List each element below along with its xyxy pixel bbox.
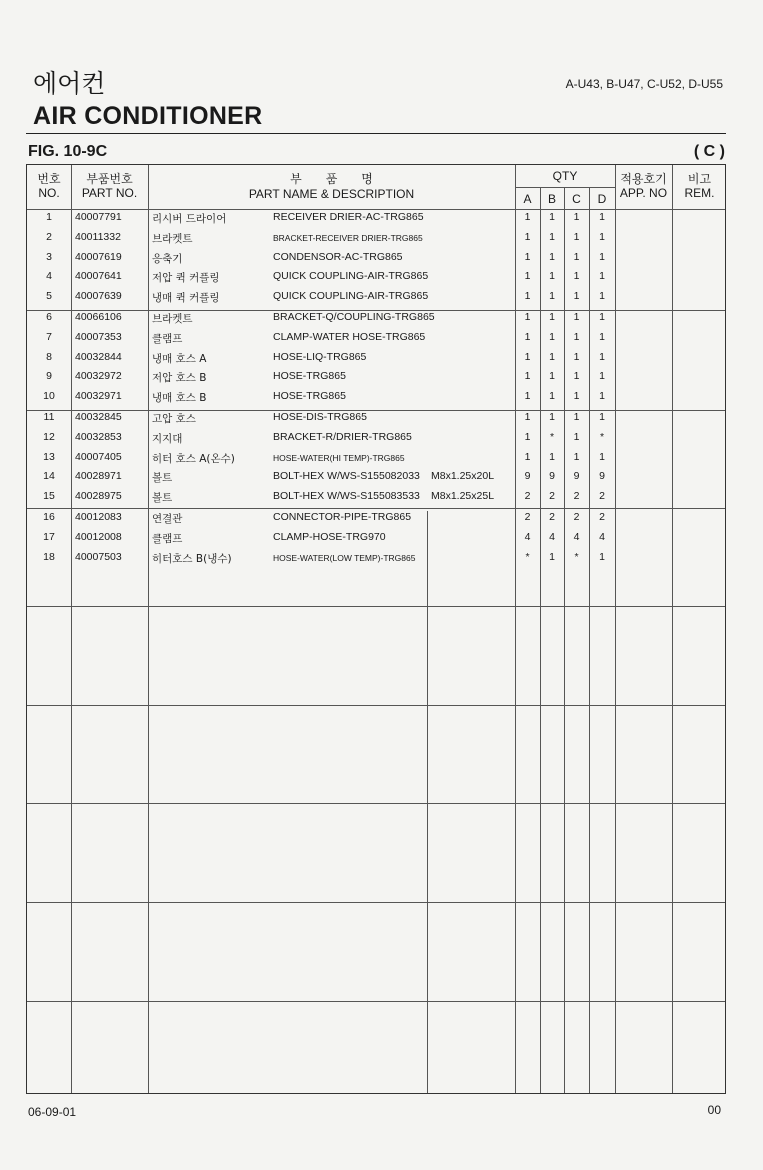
row-qty-c: 9 bbox=[573, 470, 580, 483]
row-qty-a: 1 bbox=[524, 290, 531, 303]
row-qty-c: 1 bbox=[573, 330, 580, 343]
row-name-english: BRACKET-Q/COUPLING-TRG865 bbox=[273, 311, 435, 323]
header-rem-en: REM. bbox=[684, 186, 715, 200]
row-qty-d: 1 bbox=[599, 290, 605, 303]
row-qty-d: 1 bbox=[599, 311, 605, 323]
row-qty-c: 1 bbox=[573, 350, 580, 363]
row-part-number: 40028971 bbox=[75, 470, 122, 483]
row-name-english: CONNECTOR-PIPE-TRG865 bbox=[273, 511, 412, 523]
row-divider bbox=[27, 508, 725, 509]
row-part-number: 40066106 bbox=[75, 311, 122, 323]
footer-date: 06-09-01 bbox=[28, 1105, 77, 1119]
row-name-korean: 고압 호스 bbox=[152, 413, 196, 425]
row-qty-b: 1 bbox=[549, 290, 555, 303]
row-qty-a: 1 bbox=[524, 350, 531, 363]
row-divider bbox=[27, 1001, 725, 1002]
row-qty-d: 1 bbox=[599, 370, 605, 383]
section-label: ( C ) bbox=[693, 143, 725, 160]
row-number: 10 bbox=[43, 390, 55, 403]
row-qty-c: 1 bbox=[573, 390, 580, 403]
row-name-english: HOSE-LIQ-TRG865 bbox=[273, 350, 367, 363]
row-qty-c: 1 bbox=[573, 270, 580, 283]
row-qty-a: 2 bbox=[524, 490, 531, 503]
header-name-ko: 부 품 명 bbox=[290, 172, 373, 186]
header-part-ko: 부품번호 bbox=[86, 172, 133, 186]
row-part-number: 40007791 bbox=[75, 211, 122, 223]
header-qty-a: A bbox=[523, 192, 532, 206]
col-divider bbox=[672, 165, 673, 1093]
row-name-english: CLAMP-WATER HOSE-TRG865 bbox=[273, 330, 426, 343]
row-qty-c: 1 bbox=[573, 370, 580, 383]
row-name-korean: 브라켓트 bbox=[152, 232, 193, 245]
row-qty-a: 1 bbox=[524, 230, 531, 243]
row-number: 18 bbox=[43, 550, 55, 563]
row-qty-c: * bbox=[574, 550, 579, 563]
row-qty-b: 1 bbox=[549, 390, 555, 403]
header-name-en: PART NAME & DESCRIPTION bbox=[248, 187, 415, 201]
row-name-english: BOLT-HEX W/WS-S155083533 bbox=[273, 490, 420, 503]
row-name-english: HOSE-WATER(HI TEMP)-TRG865 bbox=[273, 452, 405, 463]
row-part-number: 40007353 bbox=[75, 330, 122, 343]
row-name-korean: 지지대 bbox=[152, 432, 183, 445]
row-qty-d: 1 bbox=[599, 450, 605, 463]
row-qty-a: 1 bbox=[524, 411, 531, 423]
row-qty-d: 1 bbox=[599, 330, 605, 343]
row-qty-d: 9 bbox=[599, 470, 605, 483]
header-no-en: NO. bbox=[38, 186, 60, 200]
row-name-korean: 클램프 bbox=[152, 532, 183, 545]
row-qty-b: 1 bbox=[549, 230, 555, 243]
row-number: 8 bbox=[46, 350, 52, 363]
row-divider bbox=[515, 187, 615, 188]
row-part-number: 40032845 bbox=[75, 411, 122, 423]
row-part-number: 40011332 bbox=[75, 230, 121, 243]
row-qty-b: 1 bbox=[549, 550, 555, 563]
row-part-number: 40007619 bbox=[75, 250, 122, 263]
row-part-number: 40028975 bbox=[75, 490, 122, 503]
row-name-korean: 브라켓트 bbox=[152, 313, 193, 325]
row-name-english: BRACKET-R/DRIER-TRG865 bbox=[273, 430, 412, 443]
row-name-korean: 냉매 퀵 커플링 bbox=[152, 292, 220, 305]
row-qty-a: 1 bbox=[524, 450, 531, 463]
row-qty-d: 1 bbox=[599, 411, 605, 423]
col-divider bbox=[615, 165, 616, 1093]
row-qty-b: 2 bbox=[549, 511, 555, 523]
row-number: 2 bbox=[46, 230, 52, 243]
row-name-english: BOLT-HEX W/WS-S155082033 bbox=[273, 470, 420, 483]
row-part-number: 40007641 bbox=[75, 270, 122, 283]
row-part-number: 40007639 bbox=[75, 290, 122, 303]
model-list: A-U43, B-U47, C-U52, D-U55 bbox=[565, 77, 723, 91]
row-part-number: 40032972 bbox=[75, 370, 122, 383]
page-title-english: AIR CONDITIONER bbox=[33, 102, 263, 130]
row-qty-a: 1 bbox=[524, 211, 531, 223]
row-qty-b: 4 bbox=[549, 530, 555, 543]
row-spec: M8x1.25x20L bbox=[431, 470, 495, 483]
row-name-english: QUICK COUPLING-AIR-TRG865 bbox=[273, 270, 429, 283]
col-divider bbox=[515, 165, 516, 1093]
row-name-english: HOSE-TRG865 bbox=[273, 390, 346, 403]
row-number: 13 bbox=[43, 450, 55, 463]
row-qty-c: 1 bbox=[573, 230, 580, 243]
row-name-korean: 볼트 bbox=[152, 492, 173, 505]
row-number: 1 bbox=[46, 211, 52, 223]
row-name-english: HOSE-DIS-TRG865 bbox=[273, 411, 367, 423]
row-qty-c: 1 bbox=[573, 250, 580, 263]
row-qty-b: 2 bbox=[549, 490, 555, 503]
row-qty-c: 1 bbox=[573, 311, 580, 323]
row-number: 9 bbox=[46, 370, 52, 383]
row-qty-d: 1 bbox=[599, 250, 605, 263]
row-qty-a: 4 bbox=[524, 530, 531, 543]
row-qty-d: 1 bbox=[599, 390, 605, 403]
row-qty-d: 2 bbox=[599, 490, 605, 503]
header-qty: QTY bbox=[552, 169, 578, 183]
row-qty-c: 1 bbox=[573, 450, 580, 463]
row-qty-a: 1 bbox=[524, 430, 531, 443]
row-qty-d: 1 bbox=[599, 211, 605, 223]
col-divider bbox=[427, 511, 428, 1093]
row-qty-b: * bbox=[549, 430, 555, 443]
row-qty-d: 1 bbox=[599, 230, 605, 243]
row-divider bbox=[27, 803, 725, 804]
row-number: 16 bbox=[43, 511, 55, 523]
row-part-number: 40012083 bbox=[75, 511, 122, 523]
row-number: 6 bbox=[46, 311, 52, 323]
title-divider bbox=[26, 133, 726, 134]
row-name-english: HOSE-TRG865 bbox=[273, 370, 346, 383]
row-qty-c: 2 bbox=[573, 490, 580, 503]
row-qty-a: 1 bbox=[524, 270, 531, 283]
row-qty-d: * bbox=[599, 430, 605, 443]
row-part-number: 40007503 bbox=[75, 550, 122, 563]
row-qty-c: 2 bbox=[573, 511, 580, 523]
row-qty-b: 1 bbox=[549, 330, 555, 343]
row-qty-a: 9 bbox=[524, 470, 531, 483]
footer-page-number: 00 bbox=[707, 1103, 721, 1117]
row-number: 11 bbox=[43, 411, 55, 423]
row-name-korean: 저압 퀵 커플링 bbox=[152, 272, 220, 285]
row-name-korean: 클램프 bbox=[152, 332, 183, 345]
row-qty-b: 1 bbox=[549, 450, 555, 463]
row-name-korean: 저압 호스 B bbox=[152, 372, 207, 385]
header-qty-c: C bbox=[572, 192, 581, 206]
row-divider bbox=[27, 606, 725, 607]
row-qty-d: 1 bbox=[599, 350, 605, 363]
row-qty-d: 1 bbox=[599, 270, 605, 283]
row-number: 14 bbox=[43, 470, 55, 483]
row-qty-b: 1 bbox=[549, 411, 555, 423]
row-qty-b: 1 bbox=[549, 270, 555, 283]
row-name-korean: 냉매 호스 A bbox=[152, 352, 207, 365]
row-name-korean: 히터호스 B(냉수) bbox=[152, 552, 232, 565]
row-name-korean: 리시버 드라이어 bbox=[152, 213, 227, 225]
figure-number: FIG. 10-9C bbox=[28, 143, 108, 160]
row-number: 7 bbox=[46, 330, 52, 343]
row-number: 17 bbox=[43, 530, 55, 543]
row-qty-a: 1 bbox=[524, 250, 531, 263]
row-part-number: 40012008 bbox=[75, 530, 122, 543]
row-number: 15 bbox=[43, 490, 55, 503]
row-divider bbox=[27, 705, 725, 706]
row-qty-b: 1 bbox=[549, 250, 555, 263]
row-number: 5 bbox=[46, 290, 52, 303]
header-part-en: PART NO. bbox=[81, 186, 138, 200]
header-qty-d: D bbox=[597, 192, 607, 206]
row-name-korean: 연결관 bbox=[152, 513, 183, 525]
row-number: 3 bbox=[46, 250, 52, 263]
row-spec: M8x1.25x25L bbox=[431, 490, 495, 503]
page-title-korean: 에어컨 bbox=[33, 69, 106, 98]
parts-table bbox=[26, 164, 726, 1094]
header-app-en: APP. NO bbox=[619, 186, 668, 200]
row-qty-a: 2 bbox=[524, 511, 531, 523]
row-qty-b: 1 bbox=[549, 311, 555, 323]
row-qty-a: 1 bbox=[524, 330, 531, 343]
row-qty-d: 1 bbox=[599, 550, 605, 563]
row-divider bbox=[27, 902, 725, 903]
row-qty-a: 1 bbox=[524, 370, 531, 383]
row-qty-d: 2 bbox=[599, 511, 605, 523]
row-qty-c: 1 bbox=[573, 290, 580, 303]
row-part-number: 40032971 bbox=[75, 390, 122, 403]
row-part-number: 40032844 bbox=[75, 350, 122, 363]
header-qty-b: B bbox=[547, 192, 556, 206]
row-qty-b: 1 bbox=[549, 370, 555, 383]
row-number: 12 bbox=[43, 430, 55, 443]
row-qty-b: 1 bbox=[549, 211, 555, 223]
row-name-korean: 히터 호스 A(온수) bbox=[152, 452, 235, 465]
row-qty-c: 1 bbox=[573, 211, 580, 223]
row-qty-b: 1 bbox=[549, 350, 555, 363]
col-divider bbox=[71, 165, 72, 1093]
row-qty-c: 4 bbox=[573, 530, 580, 543]
row-divider bbox=[27, 209, 725, 210]
row-qty-c: 1 bbox=[573, 430, 580, 443]
row-name-korean: 냉매 호스 B bbox=[152, 392, 207, 405]
row-name-english: QUICK COUPLING-AIR-TRG865 bbox=[273, 290, 429, 303]
header-no-ko: 번호 bbox=[37, 172, 61, 186]
col-divider bbox=[148, 165, 149, 1093]
row-name-english: CONDENSOR-AC-TRG865 bbox=[273, 250, 403, 263]
row-qty-c: 1 bbox=[573, 411, 580, 423]
header-app-ko: 적용호기 bbox=[620, 172, 667, 186]
row-name-english: CLAMP-HOSE-TRG970 bbox=[273, 530, 386, 543]
row-name-english: BRACKET-RECEIVER DRIER-TRG865 bbox=[273, 232, 423, 243]
row-part-number: 40007405 bbox=[75, 450, 122, 463]
row-number: 4 bbox=[46, 270, 52, 283]
row-qty-a: 1 bbox=[524, 311, 531, 323]
row-qty-b: 9 bbox=[549, 470, 555, 483]
header-rem-ko: 비고 bbox=[687, 172, 712, 186]
row-part-number: 40032853 bbox=[75, 430, 122, 443]
row-name-english: HOSE-WATER(LOW TEMP)-TRG865 bbox=[273, 552, 416, 563]
row-qty-d: 4 bbox=[599, 530, 605, 543]
row-name-korean: 볼트 bbox=[152, 472, 173, 485]
row-qty-a: * bbox=[525, 550, 530, 563]
row-name-english: RECEIVER DRIER-AC-TRG865 bbox=[273, 211, 424, 223]
row-qty-a: 1 bbox=[524, 390, 531, 403]
row-name-korean: 응축기 bbox=[152, 252, 183, 265]
